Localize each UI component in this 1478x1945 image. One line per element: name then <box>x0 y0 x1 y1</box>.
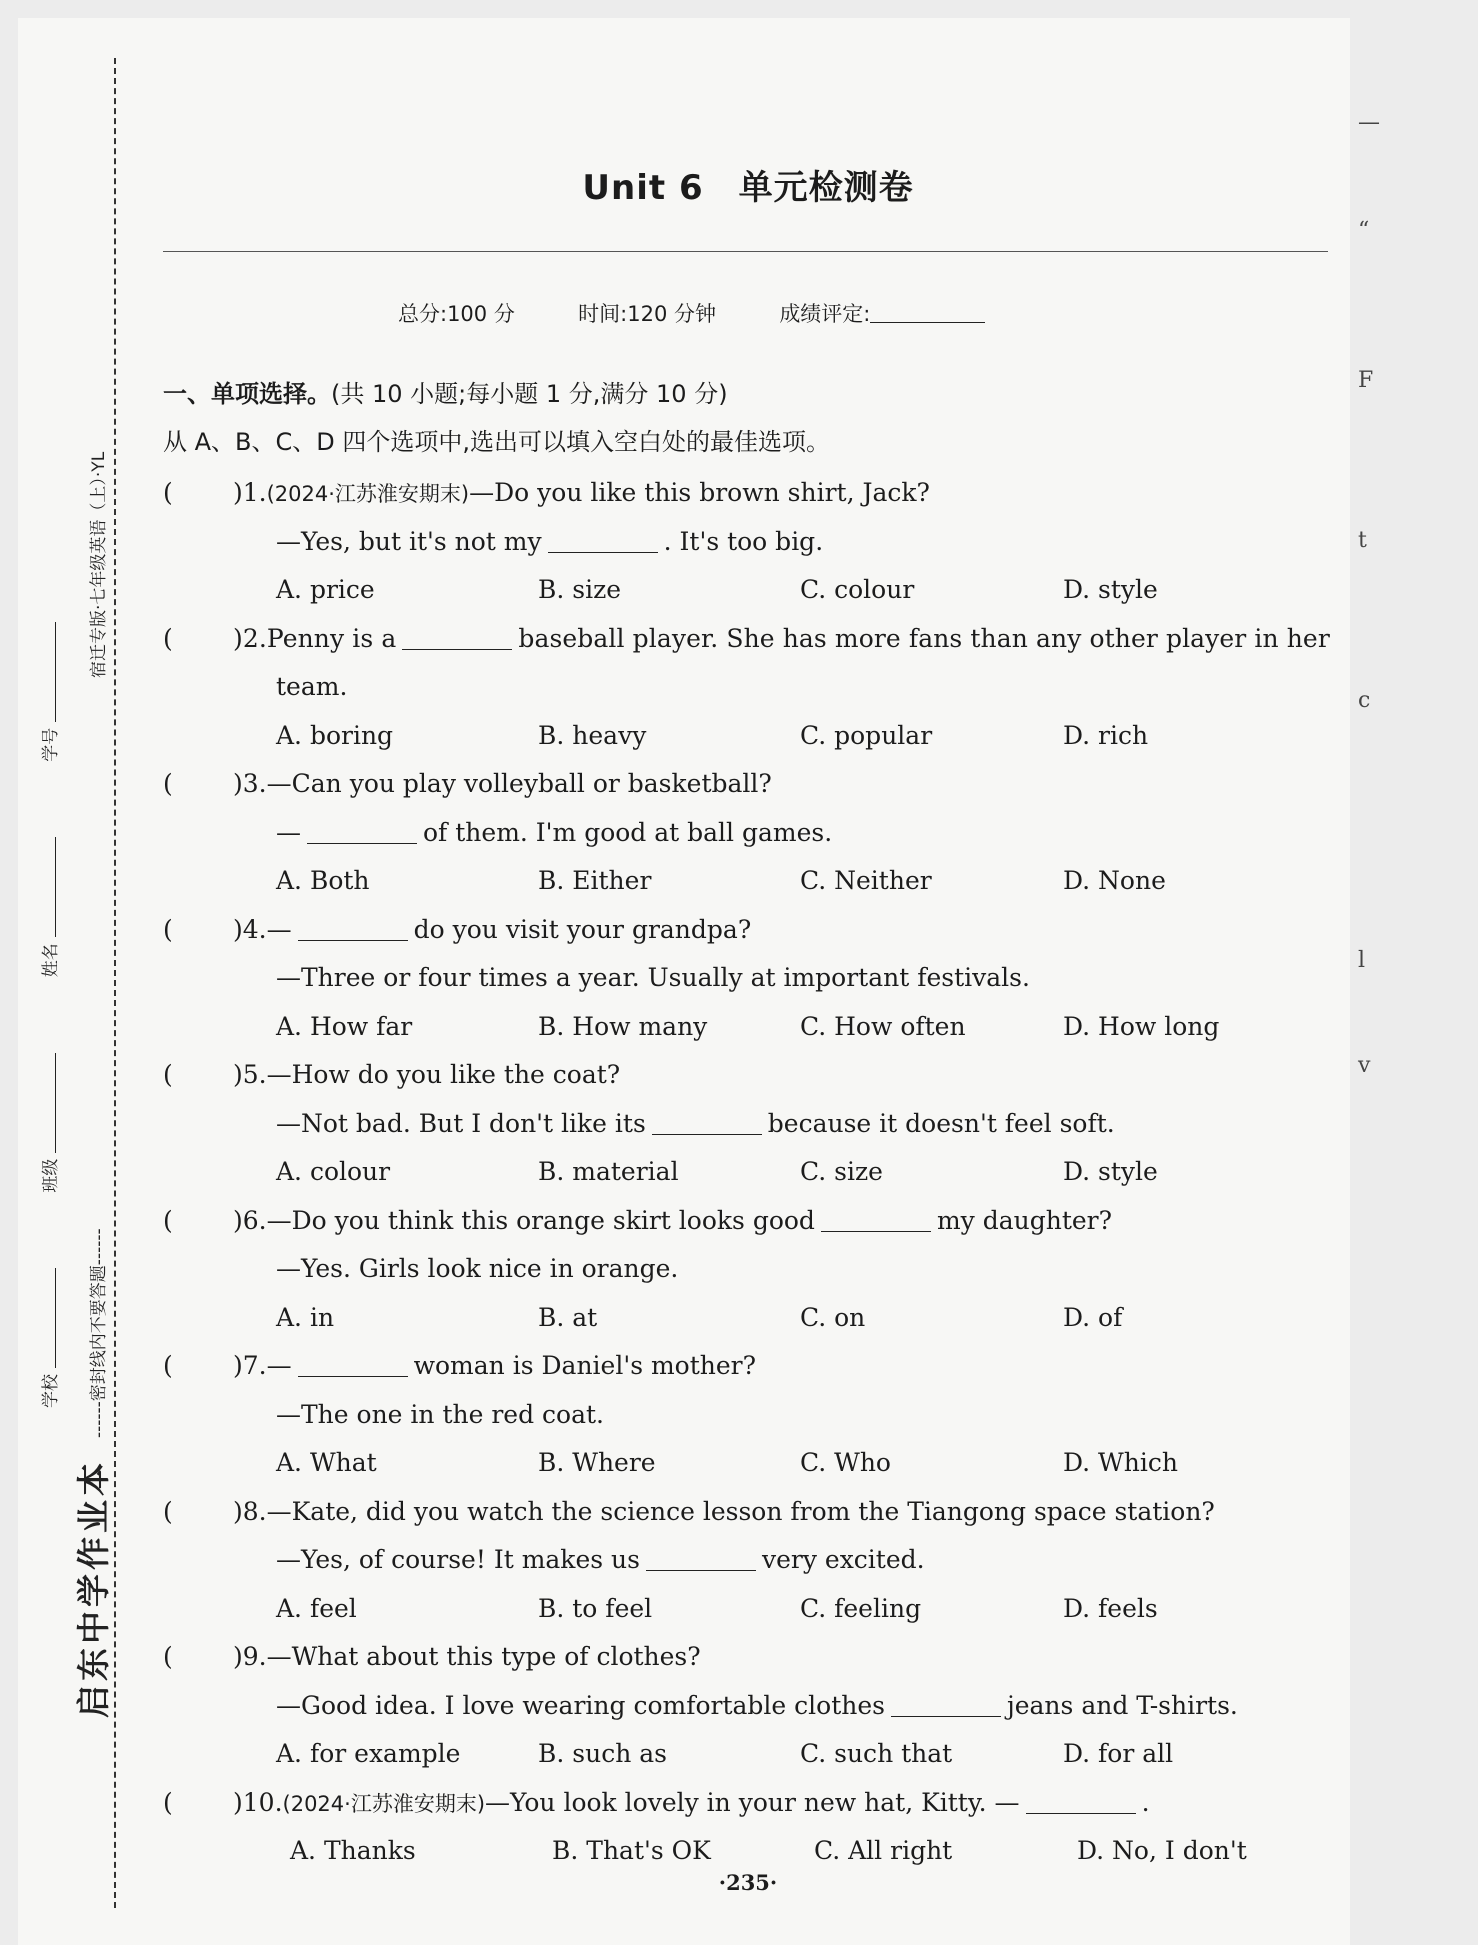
stem-text: —Yes. Girls look nice in orange. <box>276 1254 679 1283</box>
edge-fragment-char: l <box>1358 948 1366 973</box>
stem-text: —Kate, did you watch the science lesson from the Tiangong space station? <box>266 1496 1215 1526</box>
stem-text: baseball player. She has more fans than any other player in her <box>518 623 1330 653</box>
edge-fragment-char: “ <box>1358 218 1370 243</box>
answer-blank[interactable] <box>652 1134 762 1135</box>
answer-option: D. feels <box>1063 1593 1158 1623</box>
answer-option: B. to feel <box>538 1593 653 1623</box>
answer-option: A. boring <box>276 720 394 750</box>
question-stem <box>233 1351 756 1380</box>
field-class-label: 班级 <box>41 1158 61 1193</box>
question-number: )4. <box>233 914 267 944</box>
answer-option: C. Neither <box>800 866 932 895</box>
answer-option: D. for all <box>1063 1739 1174 1768</box>
question-stem-line2 <box>276 1400 604 1429</box>
answer-option: A. price <box>276 575 375 604</box>
question-stem-line2 <box>276 527 823 556</box>
stem-text: of them. I'm good at ball games. <box>423 817 833 847</box>
class-field[interactable] <box>55 1053 56 1153</box>
question-stem <box>233 478 930 508</box>
answer-paren: ( <box>163 1205 173 1235</box>
answer-option: B. heavy <box>538 720 647 750</box>
answer-option: D. How long <box>1063 1011 1220 1041</box>
exam-meta <box>398 298 1041 328</box>
stem-text: —Three or four times a year. Usually at important festivals. <box>276 963 1030 992</box>
edge-fragment-char: v <box>1358 1053 1371 1078</box>
field-number-label: 学号 <box>41 727 61 762</box>
question-source: (2024·江苏淮安期末) <box>266 482 470 506</box>
answer-paren: ( <box>163 623 173 653</box>
answer-option: C. Who <box>800 1448 891 1477</box>
stem-text: . It's too big. <box>663 526 824 556</box>
stem-text: because it doesn't feel soft. <box>767 1108 1115 1138</box>
answer-option: C. feeling <box>800 1593 922 1623</box>
answer-option: B. That's OK <box>552 1836 711 1865</box>
stem-text: team. <box>276 672 348 701</box>
name-field[interactable] <box>55 837 56 937</box>
answer-option: B. at <box>538 1302 598 1332</box>
stem-text: . <box>1141 1787 1150 1817</box>
question-stem <box>233 1788 1150 1818</box>
question-stem <box>233 624 1330 653</box>
edge-fragment-char: t <box>1358 528 1367 553</box>
answer-option: C. How often <box>800 1011 966 1041</box>
stem-text: —Yes, but it's not my <box>276 526 542 556</box>
stem-text: Penny is a <box>266 623 397 653</box>
question-stem-line2 <box>276 963 1030 992</box>
answer-option: A. How far <box>276 1011 413 1041</box>
answer-paren: ( <box>163 1496 173 1526</box>
answer-paren: ( <box>163 769 173 798</box>
stem-text: — <box>276 817 301 847</box>
question-stem <box>233 1206 1112 1235</box>
stem-text: —How do you like the coat? <box>266 1060 621 1089</box>
answer-blank[interactable] <box>307 843 417 844</box>
question-stem-line2 <box>276 1545 925 1574</box>
answer-option: C. All right <box>814 1836 953 1865</box>
question-stem-line2 <box>276 1691 1238 1720</box>
answer-option: D. No, I don't <box>1077 1836 1247 1865</box>
edge-fragment-char: — <box>1358 110 1380 135</box>
answer-paren: ( <box>163 1351 173 1380</box>
answer-option: A. Thanks <box>290 1836 416 1865</box>
stem-text: —Can you play volleyball or basketball? <box>266 769 772 798</box>
answer-paren: ( <box>163 914 173 944</box>
exam-page <box>18 18 1380 1945</box>
answer-option: B. How many <box>538 1011 708 1041</box>
stem-text: —What about this type of clothes? <box>266 1642 701 1671</box>
page-number: ·235· <box>718 1870 778 1895</box>
total-score: 总分:100 分 <box>398 302 515 326</box>
answer-blank[interactable] <box>298 1376 408 1377</box>
answer-blank[interactable] <box>298 940 408 941</box>
question-number: )7. <box>233 1351 267 1380</box>
answer-option: C. colour <box>800 575 915 604</box>
question-stem-line2 <box>276 1254 678 1283</box>
stem-text: —The one in the red coat. <box>276 1399 604 1429</box>
answer-blank[interactable] <box>891 1716 1001 1717</box>
brand-label: 启东中学作业本 <box>74 1459 113 1718</box>
question-stem-line2 <box>276 1109 1115 1138</box>
answer-option: A. in <box>276 1302 335 1332</box>
answer-option: A. feel <box>276 1593 357 1623</box>
answer-option: D. style <box>1063 1157 1158 1186</box>
edge-fragment-char: F <box>1358 368 1374 393</box>
question-number: )8. <box>233 1496 267 1526</box>
question-stem <box>233 769 772 798</box>
answer-option: B. such as <box>538 1739 667 1768</box>
page-title: Unit 6 单元检测卷 <box>582 168 914 208</box>
question-stem <box>233 1060 620 1089</box>
answer-paren: ( <box>163 1787 173 1817</box>
stem-text: — <box>266 914 292 944</box>
stem-text: jeans and T-shirts. <box>1006 1690 1238 1720</box>
question-stem <box>233 1642 701 1671</box>
question-stem <box>233 1497 1215 1526</box>
answer-option: A. for example <box>276 1739 461 1768</box>
answer-option: D. style <box>1063 575 1158 604</box>
answer-option: C. such that <box>800 1739 953 1768</box>
answer-paren: ( <box>163 1060 173 1089</box>
stem-text: —Not bad. But I don't like its <box>276 1108 646 1138</box>
stem-text: —Good idea. I love wearing comfortable clothes <box>276 1690 885 1720</box>
answer-blank[interactable] <box>646 1570 756 1571</box>
answer-option: B. Where <box>538 1448 656 1477</box>
question-number: )6. <box>233 1205 267 1235</box>
answer-option: B. size <box>538 575 622 604</box>
answer-option: A. What <box>276 1448 377 1477</box>
school-field[interactable] <box>55 1268 56 1368</box>
book-info: 宿迁专版·七年级英语（上）·YL <box>89 451 109 678</box>
number-field[interactable] <box>55 622 56 722</box>
title-divider <box>163 251 1328 252</box>
student-fields <box>36 622 61 1408</box>
answer-option: C. on <box>800 1302 866 1332</box>
answer-option: B. Either <box>538 866 652 895</box>
answer-option: D. Which <box>1063 1448 1178 1477</box>
stem-text: my daughter? <box>936 1205 1113 1235</box>
question-number: )10. <box>233 1787 283 1817</box>
question-number: )3. <box>233 769 267 798</box>
question-stem-line2 <box>276 818 832 847</box>
field-name-label: 姓名 <box>41 943 61 978</box>
question-number: )1. <box>233 478 267 507</box>
stem-text: —You look lovely in your new hat, Kitty. — <box>485 1787 1020 1817</box>
answer-blank[interactable] <box>1026 1813 1136 1814</box>
answer-paren: ( <box>163 478 173 507</box>
stem-text: —Yes, of course! It makes us <box>276 1545 640 1574</box>
question-stem-line2 <box>276 672 347 701</box>
stem-text: woman is Daniel's mother? <box>413 1351 757 1380</box>
answer-blank[interactable] <box>548 552 658 553</box>
section-instruction: 从 A、B、C、D 四个选项中,选出可以填入空白处的最佳选项。 <box>163 428 831 456</box>
answer-option: D. None <box>1063 866 1166 895</box>
answer-blank[interactable] <box>821 1231 931 1232</box>
stem-text: —Do you like this brown shirt, Jack? <box>469 478 930 507</box>
field-school-label: 学校 <box>41 1374 61 1408</box>
answer-option: C. popular <box>800 720 933 750</box>
question-stem <box>233 915 751 944</box>
question-number: )2. <box>233 623 267 653</box>
stem-text: — <box>266 1351 292 1380</box>
answer-paren: ( <box>163 1642 173 1671</box>
grade-field[interactable] <box>870 322 985 323</box>
question-source: (2024·江苏淮安期末) <box>282 1791 486 1816</box>
binding-note: ------密封线内不要答题------ <box>89 1228 109 1438</box>
question-number: )5. <box>233 1060 267 1089</box>
time-limit: 时间:120 分钟 <box>578 302 716 326</box>
stem-text: do you visit your grandpa? <box>413 914 752 944</box>
answer-option: A. Both <box>276 866 370 895</box>
section-heading: 一、单项选择。(共 10 小题;每小题 1 分,满分 10 分) <box>163 380 728 408</box>
answer-option: C. size <box>800 1157 883 1186</box>
answer-option: B. material <box>538 1157 679 1186</box>
question-number: )9. <box>233 1642 267 1671</box>
grade-label: 成绩评定: <box>779 302 871 326</box>
answer-option: D. rich <box>1063 720 1149 750</box>
edge-fragment-char: c <box>1358 688 1371 713</box>
stem-text: —Do you think this orange skirt looks good <box>266 1205 815 1235</box>
answer-option: D. of <box>1063 1302 1123 1332</box>
answer-option: A. colour <box>276 1157 391 1186</box>
stem-text: very excited. <box>761 1545 925 1574</box>
answer-blank[interactable] <box>402 649 512 650</box>
